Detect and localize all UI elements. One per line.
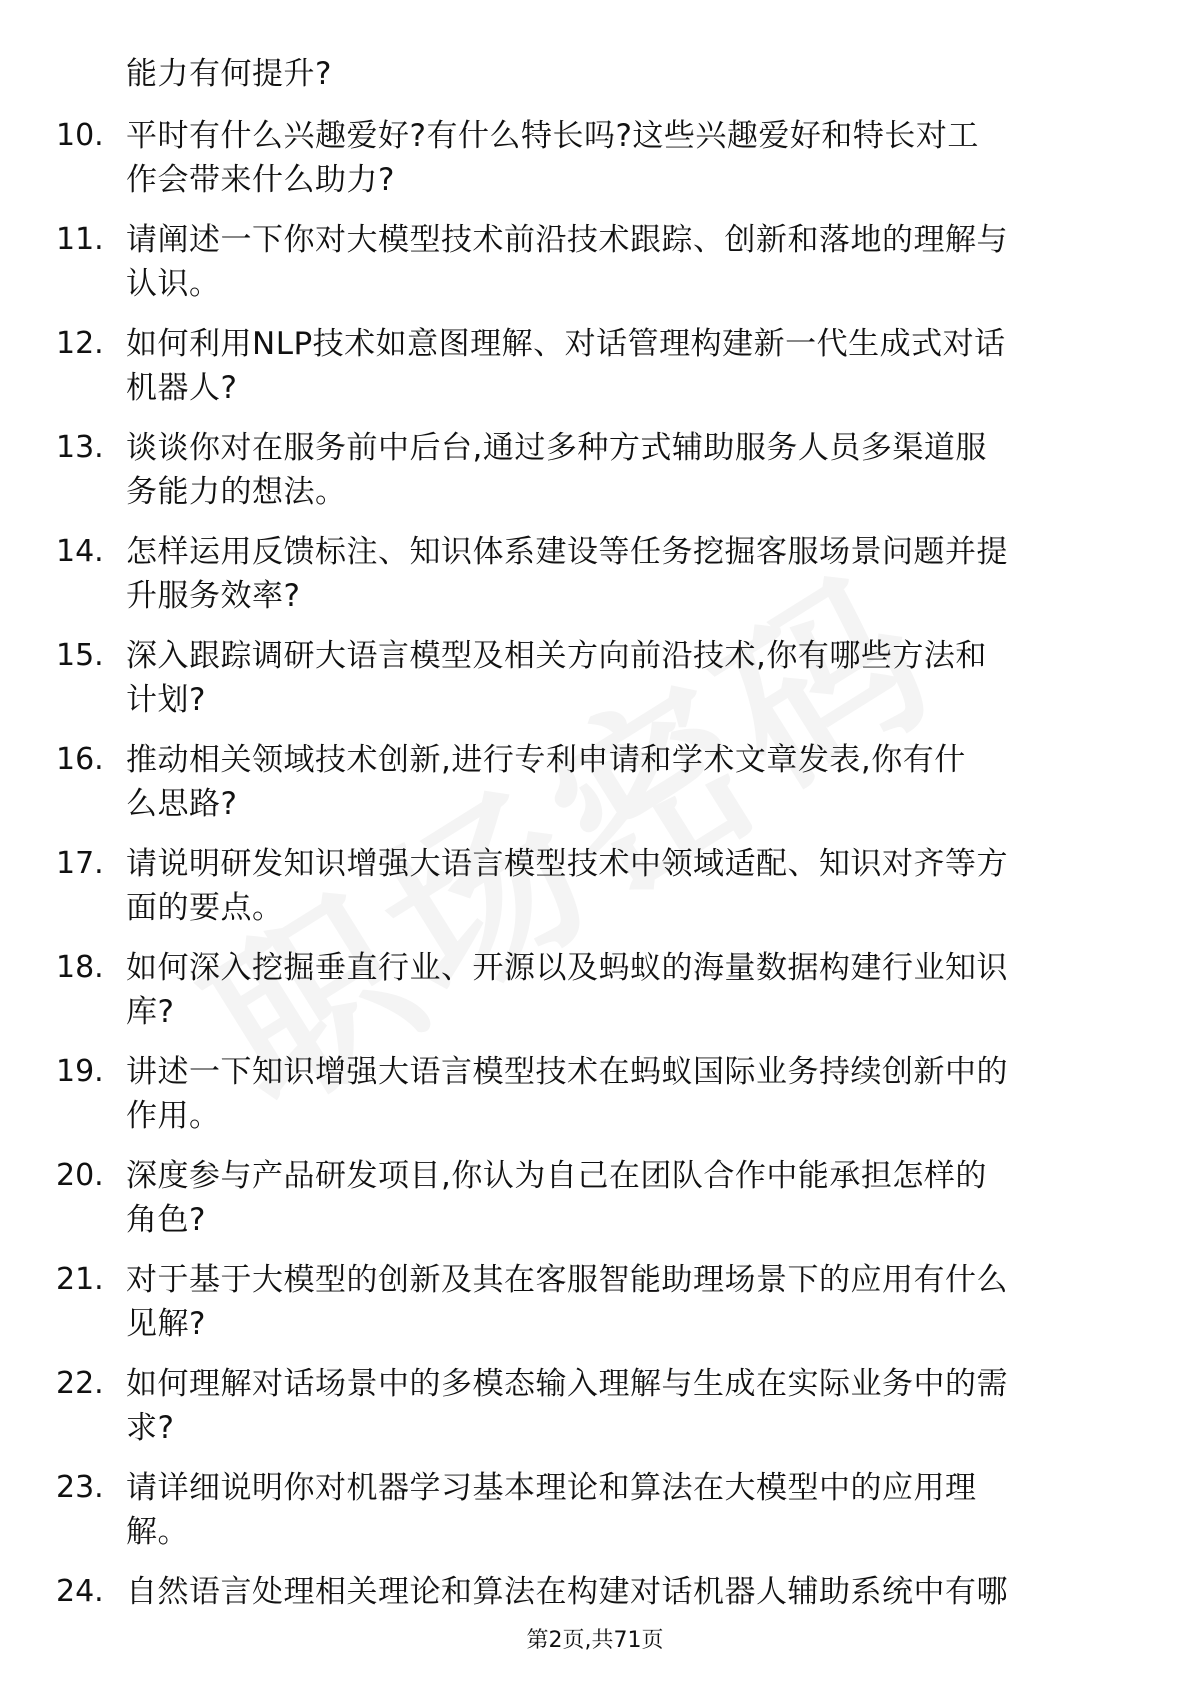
question-text xyxy=(126,1050,1126,1138)
question-line: 作用。 xyxy=(126,1098,221,1134)
question-item xyxy=(56,1154,1136,1258)
question-text xyxy=(126,1570,1126,1614)
continuation-line: 能力有何提升? xyxy=(126,56,332,92)
question-number: 18. xyxy=(56,950,104,985)
question-item xyxy=(56,322,1136,426)
question-line: 解。 xyxy=(126,1514,189,1550)
question-line: 认识。 xyxy=(126,266,221,302)
question-line: 请详细说明你对机器学习基本理论和算法在大模型中的应用理 xyxy=(126,1470,977,1506)
question-line: 如何利用NLP技术如意图理解、对话管理构建新一代生成式对话 xyxy=(126,326,1006,362)
question-line: 么思路? xyxy=(126,786,238,822)
question-line: 计划? xyxy=(126,682,206,718)
question-line: 见解? xyxy=(126,1306,206,1342)
question-line: 机器人? xyxy=(126,370,238,406)
question-item xyxy=(56,1050,1136,1154)
question-text xyxy=(126,218,1126,306)
question-item xyxy=(56,1362,1136,1466)
question-number: 20. xyxy=(56,1158,104,1193)
question-line: 求? xyxy=(126,1410,175,1446)
question-item xyxy=(56,530,1136,634)
question-line: 怎样运用反馈标注、知识体系建设等任务挖掘客服场景问题并提 xyxy=(126,534,1008,570)
question-number: 10. xyxy=(56,118,104,153)
page-footer: 第2页,共71页 xyxy=(526,1628,664,1653)
question-line: 如何理解对话场景中的多模态输入理解与生成在实际业务中的需 xyxy=(126,1366,1008,1402)
question-line: 如何深入挖掘垂直行业、开源以及蚂蚁的海量数据构建行业知识 xyxy=(126,950,1008,986)
question-text xyxy=(126,634,1126,722)
question-item xyxy=(56,738,1136,842)
question-text xyxy=(126,842,1126,930)
question-text xyxy=(126,946,1126,1034)
question-number: 19. xyxy=(56,1054,104,1089)
question-text xyxy=(126,530,1126,618)
question-line: 深度参与产品研发项目,你认为自己在团队合作中能承担怎样的 xyxy=(126,1158,987,1194)
question-line: 讲述一下知识增强大语言模型技术在蚂蚁国际业务持续创新中的 xyxy=(126,1054,1008,1090)
question-text xyxy=(126,114,1126,202)
question-item xyxy=(56,634,1136,738)
question-text xyxy=(126,738,1126,826)
question-line: 自然语言处理相关理论和算法在构建对话机器人辅助系统中有哪 xyxy=(126,1574,1008,1610)
question-line: 平时有什么兴趣爱好?有什么特长吗?这些兴趣爱好和特长对工 xyxy=(126,118,979,154)
question-line: 请说明研发知识增强大语言模型技术中领域适配、知识对齐等方 xyxy=(126,846,1008,882)
question-text xyxy=(126,426,1126,514)
question-line: 对于基于大模型的创新及其在客服智能助理场景下的应用有什么 xyxy=(126,1262,1008,1298)
question-number: 17. xyxy=(56,846,104,881)
question-line: 谈谈你对在服务前中后台,通过多种方式辅助服务人员多渠道服 xyxy=(126,430,987,466)
question-line: 角色? xyxy=(126,1202,206,1238)
question-text xyxy=(126,1258,1126,1346)
question-item xyxy=(56,1466,1136,1570)
question-item xyxy=(56,426,1136,530)
question-text xyxy=(126,322,1126,410)
question-text xyxy=(126,1154,1126,1242)
question-line: 务能力的想法。 xyxy=(126,474,347,510)
question-number: 14. xyxy=(56,534,104,569)
question-number: 21. xyxy=(56,1262,104,1297)
question-line: 深入跟踪调研大语言模型及相关方向前沿技术,你有哪些方法和 xyxy=(126,638,987,674)
question-number: 11. xyxy=(56,222,104,257)
question-item xyxy=(56,114,1136,218)
question-number: 24. xyxy=(56,1574,104,1609)
question-text xyxy=(126,1466,1126,1554)
question-number: 15. xyxy=(56,638,104,673)
question-line: 升服务效率? xyxy=(126,578,301,614)
question-line: 面的要点。 xyxy=(126,890,284,926)
question-number: 22. xyxy=(56,1366,104,1401)
question-number: 23. xyxy=(56,1470,104,1505)
question-text xyxy=(126,1362,1126,1450)
question-item xyxy=(56,218,1136,322)
question-item xyxy=(56,1570,1136,1674)
question-item xyxy=(56,946,1136,1050)
question-number: 16. xyxy=(56,742,104,777)
question-line: 库? xyxy=(126,994,175,1030)
question-line: 推动相关领域技术创新,进行专利申请和学术文章发表,你有什 xyxy=(126,742,966,778)
question-number: 13. xyxy=(56,430,104,465)
question-list xyxy=(56,114,1136,1674)
question-line: 作会带来什么助力? xyxy=(126,162,395,198)
question-number: 12. xyxy=(56,326,104,361)
question-item xyxy=(56,1258,1136,1362)
question-item xyxy=(56,842,1136,946)
question-line: 请阐述一下你对大模型技术前沿技术跟踪、创新和落地的理解与 xyxy=(126,222,1008,258)
